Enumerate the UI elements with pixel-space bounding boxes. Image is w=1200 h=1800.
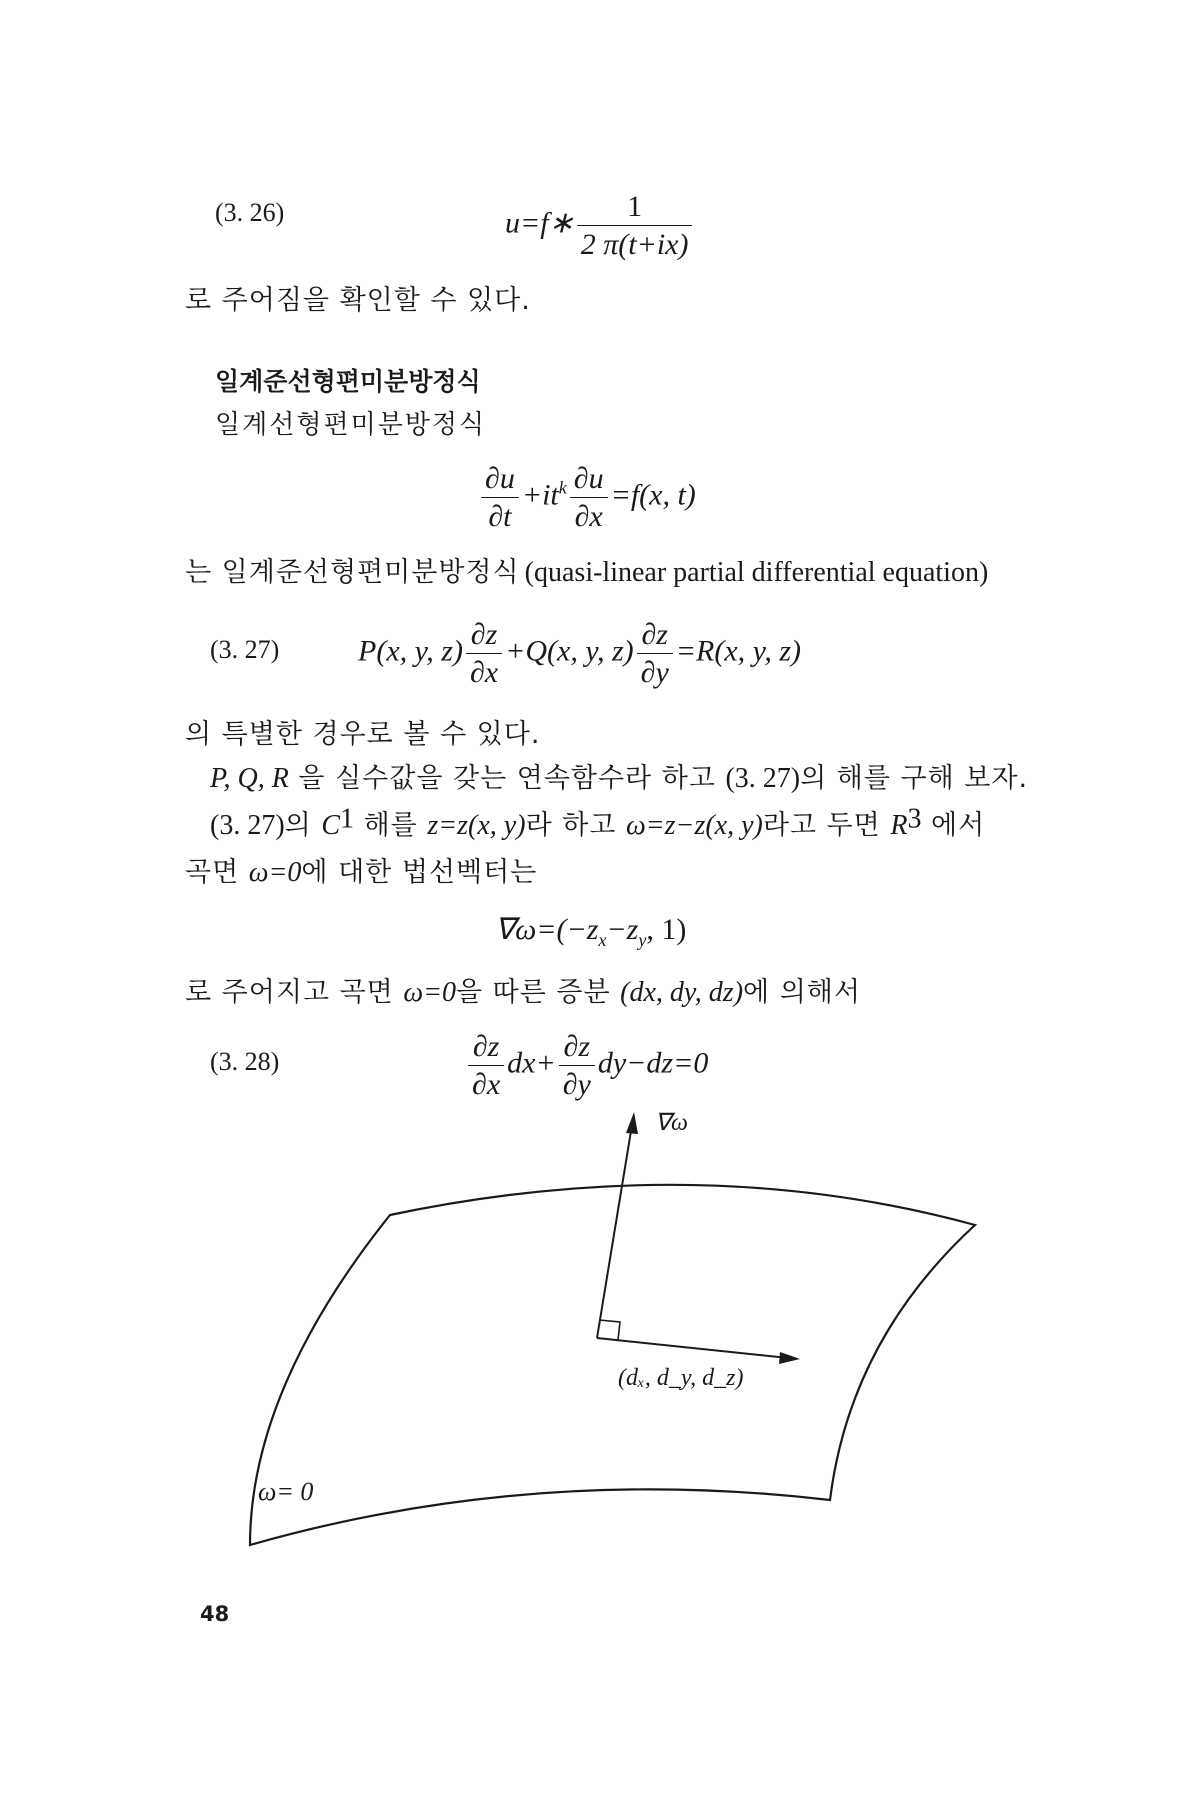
text-line-4-ref: (3. 27) [725, 763, 801, 794]
eq-normal-part1: ∇ω=(−z [495, 913, 599, 946]
text-line-7-m2: (dx, dy, dz) [620, 977, 744, 1008]
text-line-2-en: (quasi-linear partial differential equation) [524, 557, 989, 588]
text-line-1: 로 주어짐을 확인할 수 있다. [185, 285, 531, 316]
right-angle-marker [599, 1320, 620, 1340]
eq-3-27-number: (3. 27) [210, 635, 280, 664]
text-line-3: 의 특별한 경우로 볼 수 있다. [185, 719, 541, 750]
text-line-7-m1: ω=0 [403, 977, 456, 1008]
eq-3-28-t1: dx+ [507, 1046, 556, 1080]
normal-label: ∇ω [655, 1110, 688, 1136]
text-line-6-ko1: 곡면 [185, 857, 249, 888]
eq-linear-rhs: =f(x, t) [610, 478, 696, 512]
section-heading: 일계준선형편미분방정식 [215, 367, 481, 396]
eq-normal-sub2: y [638, 930, 647, 950]
eq-3-27-frac1-den: ∂x [469, 656, 499, 689]
eq-3-26-lhs: u=f∗ [505, 206, 574, 240]
eq-normal-end: , 1) [646, 913, 687, 946]
text-line-5-ref: (3. 27) [210, 810, 285, 841]
eq-3-26-denominator: 2 π(t+ix) [580, 228, 689, 261]
text-line-7-ko2: 을 따른 증분 [456, 977, 621, 1008]
text-line-7-ko3: 에 의해서 [743, 977, 861, 1008]
text-line-4-math: P, Q, R [210, 763, 289, 794]
eq-3-28-t2: dy−dz=0 [597, 1046, 709, 1080]
text-line-5-r: R [890, 810, 908, 841]
eq-3-27-frac1-num: ∂z [466, 618, 502, 654]
eq-3-27-frac2-den: ∂y [640, 656, 669, 689]
eq-linear-frac1-num: ∂u [481, 462, 519, 498]
eq-linear-mid-sup: k [558, 477, 567, 498]
eq-3-27-p: P(x, y, z) [358, 634, 463, 668]
eq-linear-mid: +it [521, 478, 559, 512]
eq-3-26-number: (3. 26) [215, 198, 285, 227]
text-line-5-m1: z=z(x, y) [427, 810, 526, 841]
eq-3-28-frac1-den: ∂x [472, 1068, 501, 1101]
eq-3-28-frac2-den: ∂y [562, 1068, 591, 1101]
eq-3-28-frac2-num: ∂z [559, 1030, 595, 1066]
eq-linear-frac2-den: ∂x [574, 500, 603, 533]
eq-normal-sub1: x [598, 930, 607, 950]
section-subheading: 일계선형편미분방정식 [215, 410, 487, 440]
text-line-5-ko2: 해를 [354, 810, 428, 841]
text-line-5-c: C [321, 810, 341, 841]
eq-normal-mid: −z [606, 913, 639, 946]
text-line-4-ko1: 을 실수값을 갖는 연속함수라 하고 [288, 763, 726, 794]
text-line-5-ko1: 의 [284, 810, 322, 841]
eq-3-27-rhs: =R(x, y, z) [675, 634, 801, 668]
normal-vector-arrow [597, 1125, 632, 1338]
eq-3-28-frac1-num: ∂z [468, 1030, 504, 1066]
text-line-5-c-sup: 1 [340, 803, 355, 835]
text-line-7-ko1: 로 주어지고 곡면 [185, 977, 404, 1008]
eq-3-27-q: +Q(x, y, z) [505, 634, 634, 668]
eq-3-28-number: (3. 28) [210, 1047, 280, 1076]
text-line-5-m2: ω=z−z(x, y) [625, 810, 763, 841]
text-line-6-math: ω=0 [248, 857, 302, 888]
tangent-arrowhead [779, 1352, 800, 1364]
text-line-5-r-sup: 3 [907, 803, 922, 835]
eq-3-26-numerator: 1 [577, 190, 693, 226]
text-line-5-ko3: 라 하고 [525, 810, 626, 841]
increment-label: (dₓ, d_y, d_z) [618, 1365, 744, 1391]
surface-label: ω= 0 [258, 1477, 314, 1506]
page-number: 48 [200, 1602, 230, 1626]
eq-3-27-frac2-num: ∂z [637, 618, 673, 654]
normal-arrowhead [626, 1112, 638, 1134]
eq-linear-frac2-num: ∂u [570, 462, 608, 498]
text-line-5-ko5: 에서 [921, 810, 986, 841]
text-line-2-ko: 는 일계준선형편미분방정식 [185, 557, 520, 588]
eq-linear-frac1-den: ∂t [488, 500, 512, 533]
tangent-vector-arrow [597, 1338, 788, 1358]
text-line-6-ko2: 에 대한 법선벡터는 [301, 857, 538, 888]
text-line-5-ko4: 라고 두면 [762, 810, 891, 841]
text-line-4-ko2: 의 해를 구해 보자. [800, 763, 1029, 794]
